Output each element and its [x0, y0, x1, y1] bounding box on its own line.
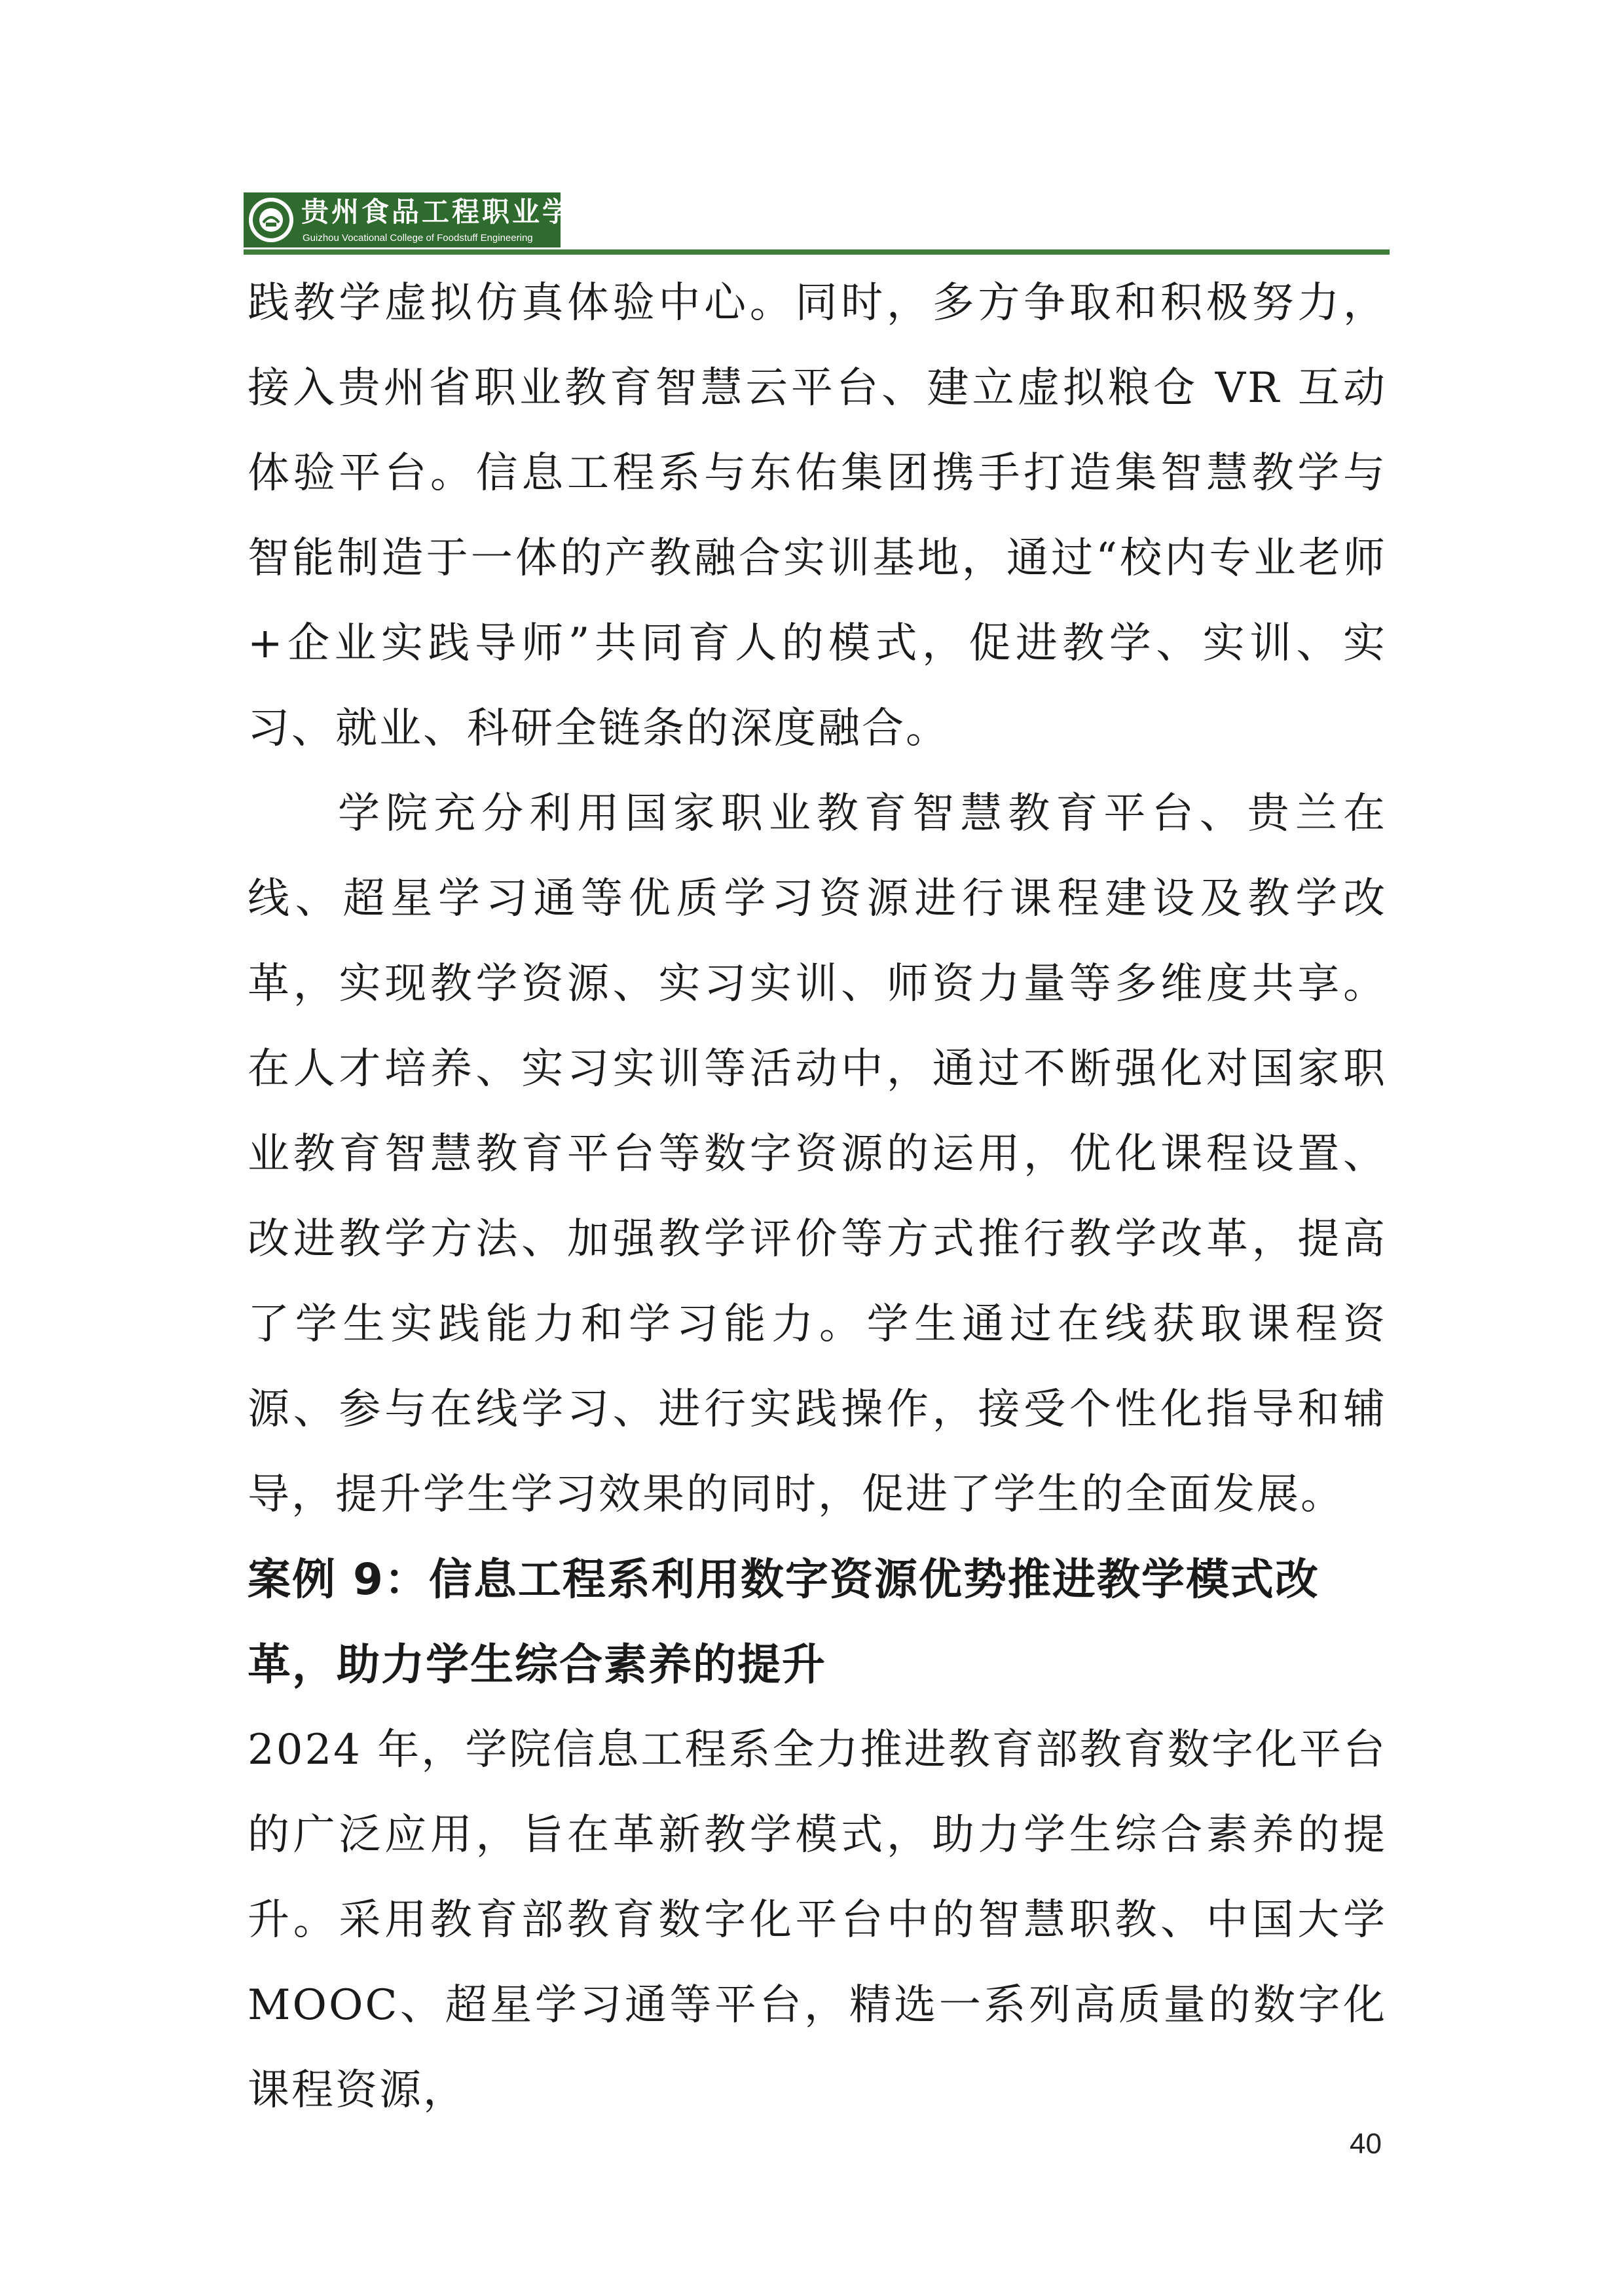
- header-divider: [244, 249, 1390, 255]
- paragraph: 2024 年，学院信息工程系全力推进教育部教育数字化平台的广泛应用，旨在革新教学模式，助力学生综合素养的提升。采用教育部教育数字化平台中的智慧职教、中国大学 MOOC、超星学习通等平台，精选一系列高质量的数字化课程资源，: [248, 1726, 1387, 2115]
- paragraph: 学院充分利用国家职业教育智慧教育平台、贵兰在线、超星学习通等优质学习资源进行课程建设及教学改革，实现教学资源、实习实训、师资力量等多维度共享。在人才培养、实习实训等活动中，通过不断强化对国家职业教育智慧教育平台等数字资源的运用，优化课程设置、改进教学方法、加强教学评价等方式推行教学改革，提高了学生实践能力和学习能力。学生通过在线获取课程资源、参与在线学习、进行实践操作，接受个性化指导和辅导，提升学生学习效果的同时，促进了学生的全面发展。: [248, 790, 1387, 1519]
- paragraph: 践教学虚拟仿真体验中心。同时，多方争取和积极努力，接入贵州省职业教育智慧云平台、建立虚拟粮仓 VR 互动体验平台。信息工程系与东佑集团携手打造集智慧教学与智能制造于一体的产教融合实训基地，通过“校内专业老师+企业实践导师”共同育人的模式，促进教学、实训、实习、就业、科研全链条的深度融合。: [248, 279, 1387, 753]
- college-logo: [244, 192, 603, 247]
- page-number: 40: [1350, 2128, 1382, 2160]
- logo-title: 贵州食品工程职业学院: [301, 196, 603, 228]
- document-body: [248, 261, 1387, 2133]
- logo-subtitle: Guizhou Vocational College of Foodstuff Engineering: [303, 232, 533, 244]
- page-header: [244, 187, 1390, 253]
- case-heading: 案例 9：信息工程系利用数字资源优势推进教学模式改革，助力学生综合素养的提升: [248, 1554, 1320, 1690]
